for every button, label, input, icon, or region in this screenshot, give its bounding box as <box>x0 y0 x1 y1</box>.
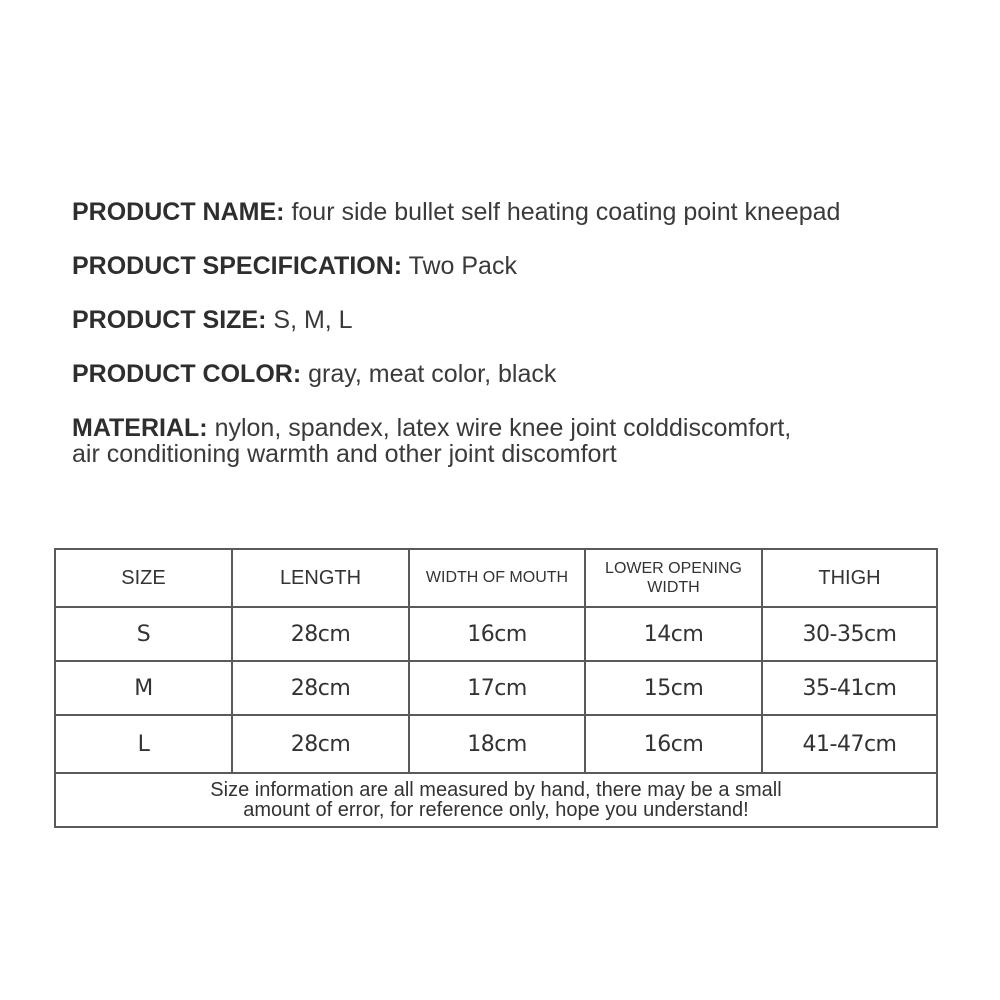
cell-width-of-mouth: 18cm <box>409 715 585 773</box>
cell-thigh: 30-35cm <box>762 607 937 661</box>
header-size: SIZE <box>55 549 232 607</box>
cell-width-of-mouth: 16cm <box>409 607 585 661</box>
cell-lower-opening-width: 14cm <box>585 607 762 661</box>
header-thigh: THIGH <box>762 549 937 607</box>
cell-lower-opening-width: 15cm <box>585 661 762 715</box>
product-specification-line <box>72 252 972 280</box>
cell-length: 28cm <box>232 661 409 715</box>
table-row <box>55 661 937 715</box>
product-color-line <box>72 360 972 388</box>
table-row <box>55 715 937 773</box>
cell-width-of-mouth: 17cm <box>409 661 585 715</box>
header-lower-opening-width: LOWER OPENING WIDTH <box>585 549 762 607</box>
cell-length: 28cm <box>232 715 409 773</box>
cell-thigh: 41-47cm <box>762 715 937 773</box>
footnote-line1: Size information are all measured by hand, there may be a small <box>210 779 782 801</box>
product-specs <box>72 198 972 468</box>
header-length: LENGTH <box>232 549 409 607</box>
product-name-line <box>72 198 972 226</box>
table-footnote-row <box>55 773 937 827</box>
material-line <box>72 414 972 468</box>
material-value-line1: nylon, spandex, latex wire knee joint colddiscomfort, <box>207 414 792 442</box>
cell-length: 28cm <box>232 607 409 661</box>
product-name-value: four side bullet self heating coating point kneepad <box>284 198 841 226</box>
product-specification-value: Two Pack <box>402 252 517 280</box>
table-header-row <box>55 549 937 607</box>
product-size-label: PRODUCT SIZE: <box>72 306 267 334</box>
table-row <box>55 607 937 661</box>
footnote-line2: amount of error, for reference only, hope you understand! <box>243 799 749 821</box>
cell-size: M <box>55 661 232 715</box>
product-size-line <box>72 306 972 334</box>
product-specification-label: PRODUCT SPECIFICATION: <box>72 252 403 280</box>
material-value-line2: air conditioning warmth and other joint discomfort <box>72 440 617 468</box>
size-chart-table <box>54 548 938 828</box>
cell-thigh: 35-41cm <box>762 661 937 715</box>
cell-size: S <box>55 607 232 661</box>
material-label: MATERIAL: <box>72 414 208 442</box>
cell-size: L <box>55 715 232 773</box>
header-width-of-mouth: WIDTH OF MOUTH <box>409 549 585 607</box>
product-color-value: gray, meat color, black <box>301 360 557 388</box>
product-color-label: PRODUCT COLOR: <box>72 360 302 388</box>
size-footnote <box>55 773 937 827</box>
product-name-label: PRODUCT NAME: <box>72 198 285 226</box>
cell-lower-opening-width: 16cm <box>585 715 762 773</box>
product-size-value: S, M, L <box>266 306 353 334</box>
